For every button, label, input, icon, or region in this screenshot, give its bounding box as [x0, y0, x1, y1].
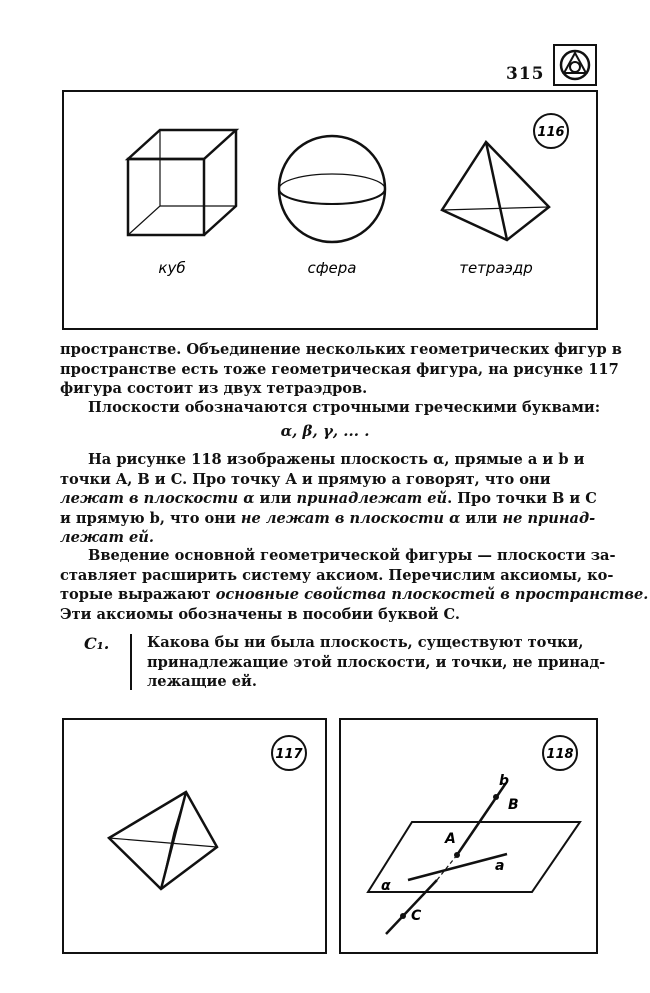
cube-label: куб	[158, 259, 186, 277]
double-tetrahedron-drawing	[109, 792, 217, 889]
figure-118	[339, 718, 598, 954]
label-a: a	[495, 858, 505, 874]
axiom-label: C₁.	[84, 634, 110, 653]
figure-116-number-badge	[534, 114, 568, 148]
label-b: b	[499, 773, 510, 789]
figure-118-number-badge	[543, 736, 577, 770]
cube-drawing	[128, 130, 236, 235]
text-segment: и прямую b, что они	[60, 509, 241, 527]
italic-term: принадлежат ей	[296, 490, 448, 507]
italic-term: лежат в плоскости α	[60, 490, 255, 507]
tetrahedron-label: тетраэдр	[459, 259, 533, 277]
point-C	[400, 913, 406, 919]
paragraph-line: ставляет расширить систему аксиом. Перечислим аксиомы, ко-	[60, 566, 614, 584]
axiom-text	[147, 633, 606, 692]
figure-117-number-badge	[272, 736, 306, 770]
axiom-divider	[130, 634, 132, 690]
figure-117	[62, 718, 327, 954]
greek-letters-list: α, β, γ, ... .	[280, 422, 370, 440]
paragraph-axioms-intro	[60, 546, 649, 624]
axiom-line: Какова бы ни была плоскость, существуют точки,	[147, 634, 584, 651]
paragraph-line: Введение основной геометрической фигуры — плоскости за-	[88, 547, 616, 564]
text-segment: торые выражают	[60, 586, 216, 603]
paragraph-line: На рисунке 118 изображены плоскость α, прямые a и b и	[88, 451, 585, 468]
geometry-logo-icon	[553, 44, 597, 86]
paragraph-figure-118-description	[60, 450, 600, 548]
page-number: 315	[506, 64, 545, 84]
sphere-drawing	[279, 136, 385, 242]
italic-term: не принад-	[502, 509, 596, 527]
label-A: A	[445, 831, 456, 847]
figure-118-number: 118	[546, 747, 574, 762]
paragraph-line	[60, 509, 600, 529]
label-C: C	[411, 908, 422, 924]
figure-117-number: 117	[275, 747, 303, 762]
italic-term: не лежат в плоскости α	[240, 509, 461, 527]
text-segment: . Про точки B и C	[447, 490, 597, 507]
paragraph-union-of-figures	[60, 340, 622, 399]
axiom-line: принадлежащие этой плоскости, и точки, не принад-	[147, 653, 606, 671]
italic-term: основные свойства плоскостей в пространстве.	[215, 586, 649, 603]
point-B	[493, 794, 499, 800]
paragraph-line: пространстве есть тоже геометрическая фигура, на рисунке 117	[60, 360, 619, 378]
figure-116	[62, 90, 598, 330]
paragraph-line: пространстве. Объединение нескольких геометрических фигур в	[60, 341, 622, 358]
label-alpha: α	[381, 878, 391, 894]
paragraph-line	[60, 585, 649, 605]
paragraph-line: фигура состоит из двух тетраэдров.	[60, 380, 368, 397]
label-B: B	[508, 797, 519, 813]
points-drawing	[400, 794, 499, 919]
tetrahedron-drawing	[442, 142, 549, 240]
point-A	[454, 852, 460, 858]
axiom-line: лежащие ей.	[147, 673, 257, 690]
text-segment: или	[460, 509, 503, 527]
plane-alpha-drawing	[368, 822, 580, 892]
paragraph-line: Плоскости обозначаются строчными греческими буквами:	[88, 399, 601, 416]
paragraph-line: Эти аксиомы обозначены в пособии буквой C.	[60, 605, 460, 623]
figure-116-number: 116	[537, 125, 565, 140]
paragraph-plane-notation	[60, 398, 600, 418]
sphere-label: сфера	[307, 259, 357, 277]
text-segment: или	[254, 490, 297, 507]
paragraph-line	[60, 489, 600, 509]
paragraph-line: лежат ей.	[60, 529, 154, 546]
paragraph-line: точки A, B и C. Про точку A и прямую a говорят, что они	[60, 470, 551, 488]
